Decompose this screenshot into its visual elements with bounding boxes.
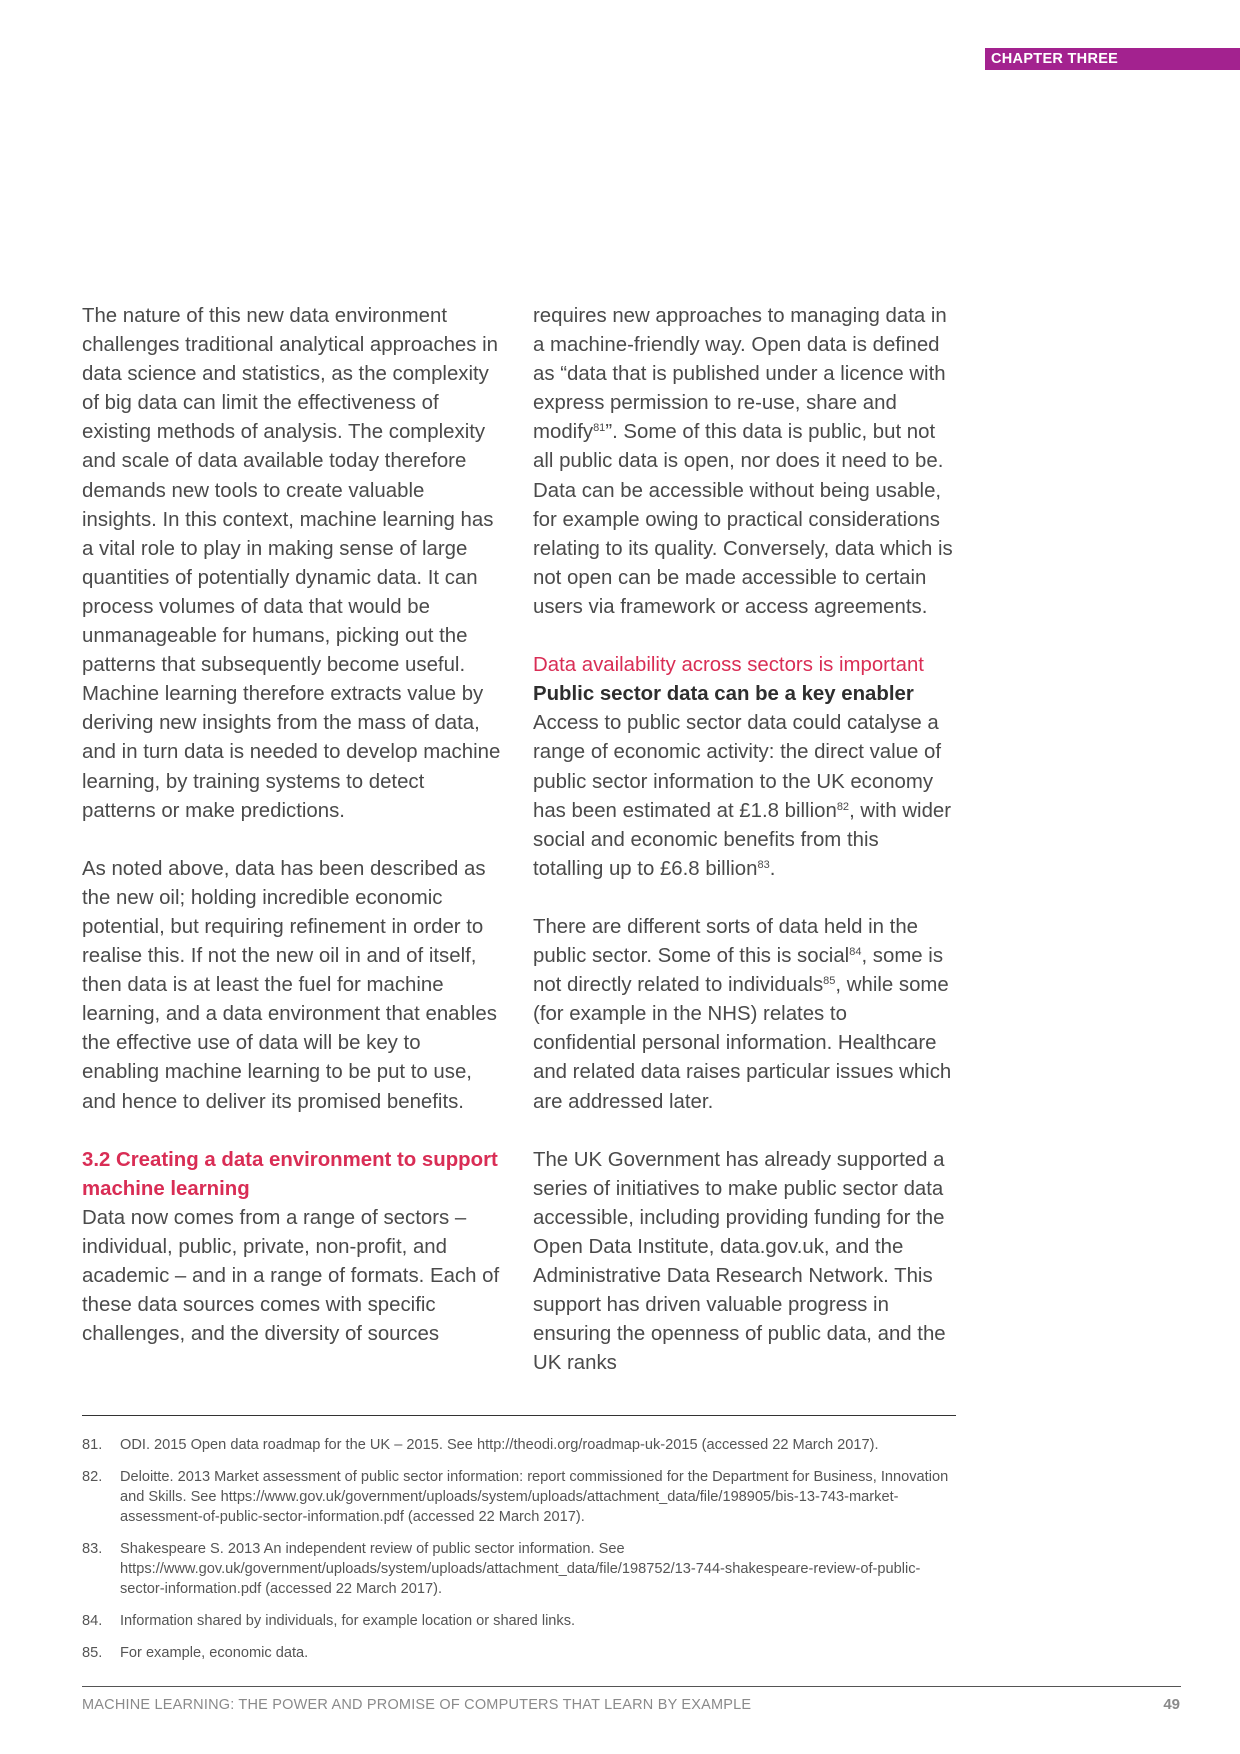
body-paragraph [533, 913, 953, 1117]
footnote [82, 1539, 957, 1599]
footnote [82, 1611, 957, 1631]
subheading-bold: Public sector data can be a key enabler [533, 683, 914, 706]
body-paragraph: As noted above, data has been described as the new oil; holding incredible economic potential, but requiring refinement in order to realise this. If not the new oil in and of itself, then data is at least the fuel for machine learning, and a data environment that enables the effective use of data will be key to enabling machine learning to be put to use, and hence to deliver its promised benefits. [82, 857, 497, 1113]
text-run: requires new approaches to managing data in a machine-friendly way. Open data is defined as “data that is published under a licence with express permission to re-use, share and modify [533, 305, 947, 444]
footnote-text: Shakespeare S. 2013 An independent review of public sector information. See https://www.gov.uk/government/uploads/system/uploads/attachment_data/file/198752/13-744-shakespeare-review-of-public-sector-information.pdf (accessed 22 March 2017). [120, 1541, 921, 1597]
body-paragraph: Data now comes from a range of sectors – individual, public, private, non-profit, and academic – and in a range of formats. Each of these data sources comes with specific challenges, and the diversity of sources [82, 1206, 500, 1346]
text-run: . [769, 857, 776, 880]
subheading: Data availability across sectors is important [533, 654, 924, 677]
footnote-text: ODI. 2015 Open data roadmap for the UK – 2015. See http://theodi.org/roadmap-uk-2015 (accessed 22 March 2017). [120, 1437, 879, 1453]
footnote-text: Information shared by individuals, for example location or shared links. [120, 1613, 576, 1629]
footnote [82, 1467, 957, 1527]
text-run: Access to public sector data could catalyse a range of economic activity: the direct value of public sector information to the UK economy has been estimated at £1.8 billion [533, 712, 942, 822]
text-run: , while some (for example in the NHS) relates to confidential personal information. Healthcare and related data raises particular issues which are addressed later. [533, 974, 952, 1113]
footnote-ref: 84 [849, 946, 862, 959]
footnote-ref: 81 [593, 422, 606, 435]
text-run: , with wider social and economic benefits from this totalling up to £6.8 billion [533, 799, 952, 880]
text-run: There are different sorts of data held in the public sector. Some of this is social [533, 915, 919, 968]
text-run: , some is not directly related to individuals [533, 945, 944, 997]
footnote [82, 1643, 957, 1663]
body-paragraph: The nature of this new data environment challenges traditional analytical approaches in data science and statistics, as the complexity of big data can limit the effectiveness of existing methods of analysis. The complexity and scale of data available today therefore demands new tools to create valuable insights. In this context, machine learning has a vital role to play in making sense of large quantities of potentially dynamic data. It can process volumes of data that would be unmanageable for humans, picking out the patterns that subsequently become useful. Machine learning therefore extracts value by deriving new insights from the mass of data, and in turn data is needed to develop machine learning, by training systems to detect patterns or make predictions. [82, 305, 501, 822]
footnote-text: For example, economic data. [120, 1645, 309, 1661]
footer-divider [82, 1686, 1181, 1687]
footnote-number: 83. [82, 1541, 103, 1557]
chapter-tag: CHAPTER THREE [985, 48, 1240, 70]
footer-title: MACHINE LEARNING: THE POWER AND PROMISE OF COMPUTERS THAT LEARN BY EXAMPLE [82, 1697, 752, 1713]
footnote-number: 81. [82, 1437, 103, 1453]
footnote-ref: 82 [836, 800, 850, 813]
footnote-number: 82. [82, 1469, 103, 1485]
right-column [533, 302, 953, 1378]
footnote-number: 85. [82, 1645, 103, 1661]
footnote-ref: 83 [757, 858, 770, 871]
footnotes-divider [82, 1415, 956, 1416]
footnote-text: Deloitte. 2013 Market assessment of public sector information: report commissioned for the Department for Business, Innovation and Skills. See https://www.gov.uk/government/uploads/system/uploads/attachment_data/file/198905/bis-13-743-market-assessment-of-public-sector-information.pdf (accessed 22 March 2017). [120, 1469, 949, 1525]
footnotes [82, 1435, 957, 1675]
footnote-number: 84. [82, 1613, 103, 1629]
footnote [82, 1435, 957, 1455]
body-paragraph [533, 709, 953, 884]
text-run: ”. Some of this data is public, but not all public data is open, nor does it need to be. Data can be accessible without being usable, for example owing to practical considerations relating to its quality. Conversely, data which is not open can be made accessible to certain users via framework or access agreements. [533, 421, 953, 618]
body-paragraph [533, 302, 953, 622]
footnote-ref: 85 [823, 975, 836, 988]
left-column [82, 302, 502, 1349]
body-paragraph: The UK Government has already supported a series of initiatives to make public sector data accessible, including providing funding for the Open Data Institute, data.gov.uk, and the Administrative Data Research Network. This support has driven valuable progress in ensuring the openness of public data, and the UK ranks [533, 1148, 946, 1375]
page-number: 49 [1163, 1696, 1180, 1713]
section-heading: 3.2 Creating a data environment to support machine learning [82, 1148, 498, 1200]
